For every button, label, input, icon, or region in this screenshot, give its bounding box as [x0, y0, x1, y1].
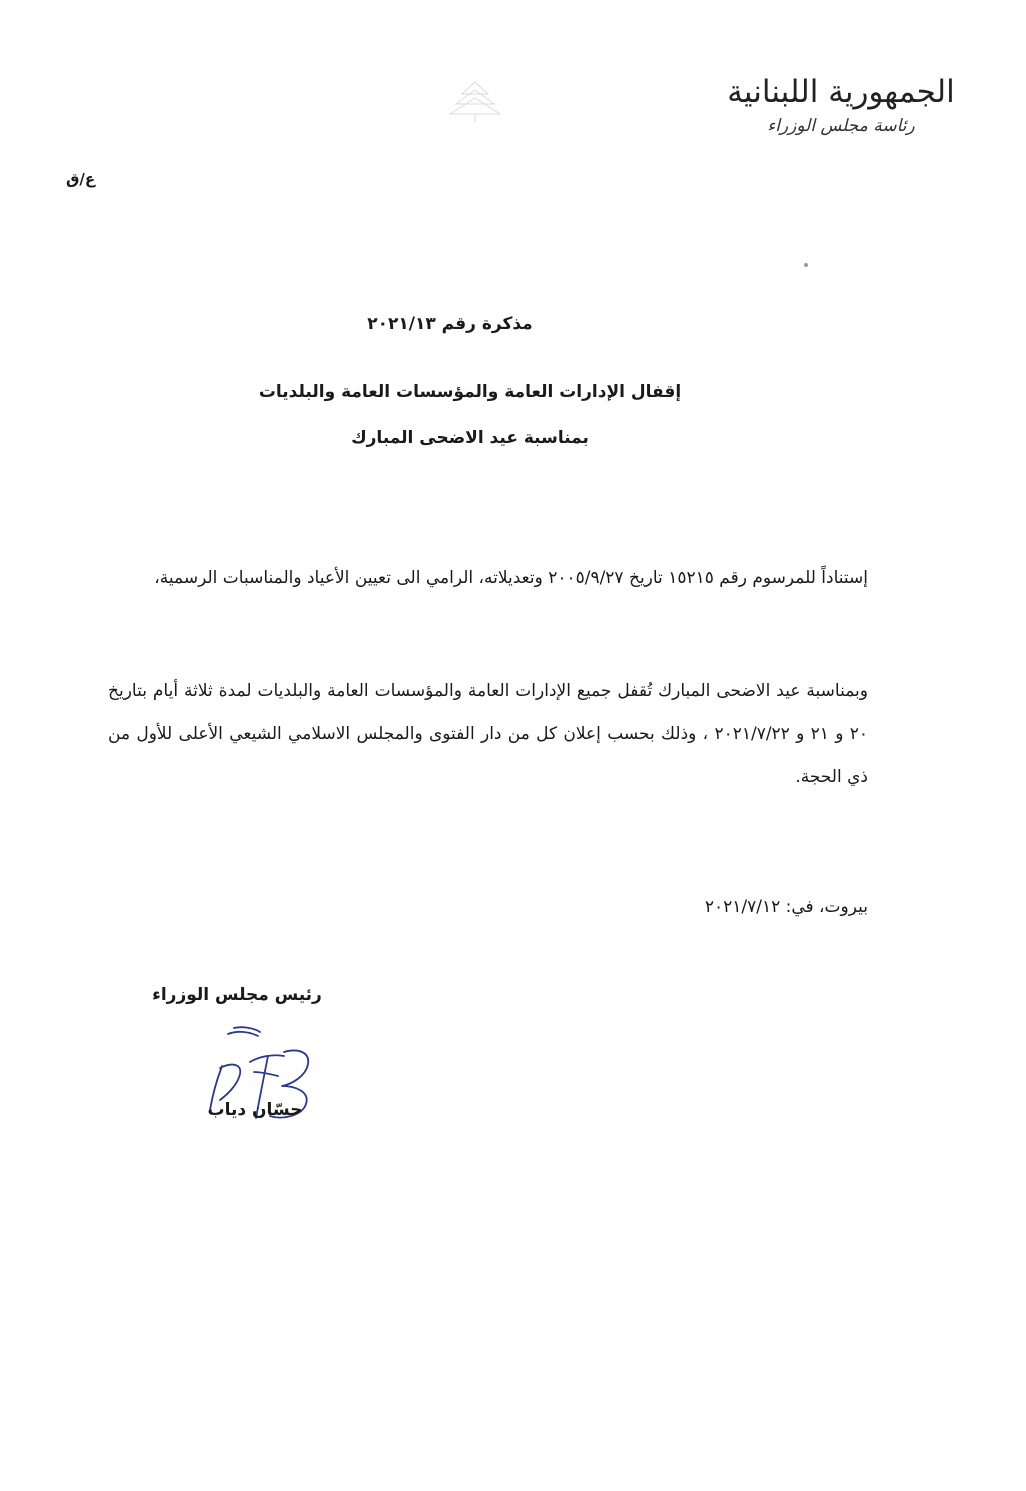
memo-number: مذكرة رقم ٢٠٢١/١٣ [367, 314, 533, 334]
body-paragraph-1: إستناداً للمرسوم رقم ١٥٢١٥ تاريخ ٢٠٠٥/٩/٢٧ وتعديلاته، الرامي الى تعيين الأعياد والمناسبات الرسمية، [154, 568, 868, 588]
reference-code: ع/ق [66, 170, 96, 188]
letterhead-subtitle: رئاسة مجلس الوزراء [767, 116, 915, 136]
cedar-emblem-icon [440, 78, 510, 124]
date-line: بيروت، في: ٢٠٢١/٧/١٢ [704, 897, 868, 917]
signature-title: رئيس مجلس الوزراء [152, 985, 322, 1005]
letterhead-title: الجمهورية اللبنانية [727, 74, 955, 110]
memo-heading-line1: إقفال الإدارات العامة والمؤسسات العامة والبلديات [258, 382, 682, 402]
paper-speck [804, 263, 808, 267]
letterhead [726, 72, 956, 138]
body-paragraph-2: وبمناسبة عيد الاضحى المبارك تُقفل جميع الإدارات العامة والمؤسسات العامة والبلديات لمدة ثلاثة أيام بتاريخ ٢٠ و ٢١ و ٢٠٢١/٧/٢٢ ، وذلك بحسب إعلان كل من دار الفتوى والمجلس الاسلامي الشيعي الأعلى للأول من ذي الحجة. [108, 681, 868, 787]
signatory-name: حسّان دياب [207, 1100, 303, 1120]
memo-heading-line2: بمناسبة عيد الاضحى المبارك [351, 428, 589, 448]
